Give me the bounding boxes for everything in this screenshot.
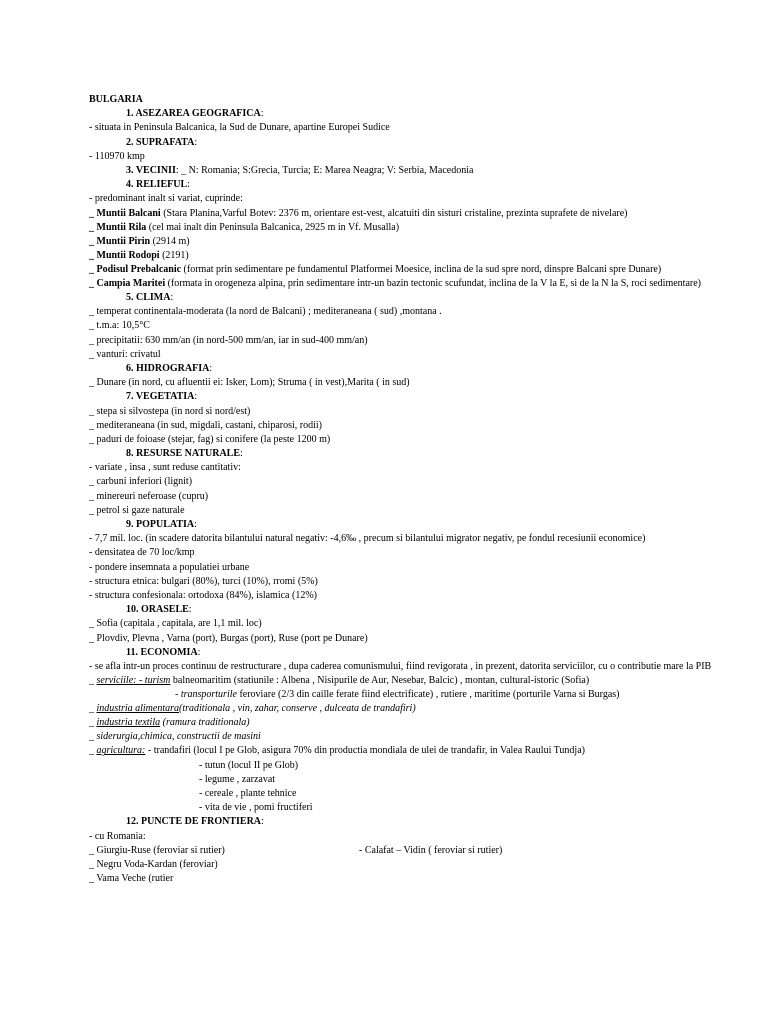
text-line: - densitatea de 70 loc/kmp [89, 547, 195, 559]
economy-textile-industry: _ industria textila (ramura traditionala) [89, 717, 250, 729]
border-crossing: _ Negru Voda-Kardan (feroviar) [89, 858, 218, 870]
border-crossing-row [89, 844, 728, 858]
text-line: _ minereuri neferoase (cupru) [89, 490, 209, 502]
text-line: _ Sofia (capitala , capitala, are 1,1 mil. loc) [89, 618, 262, 630]
text-line: - predominant inalt si variat, cuprinde: [89, 193, 243, 205]
section-heading: 11. ECONOMIA: [126, 646, 201, 658]
text-line: - se afla intr-un proces continuu de restructurare , dupa caderea comunismului, fiind revigorata , in prezent, datorita serviciilor, cu o contributie mare la PIB [89, 660, 712, 672]
section-heading: 1. ASEZAREA GEOGRAFICA: [126, 108, 264, 120]
relief-item: _ Muntii Rodopi (2191) [89, 250, 189, 262]
relief-item: _ Campia Maritei (formata in orogeneza alpina, prin sedimentare intr-un bazin tectonic scufundat, inclina de la V la E, si de la N la S, roci sedimentare) [89, 278, 701, 290]
text-line: - pondere insemnata a populatiei urbane [89, 561, 250, 573]
section-heading: 10. ORASELE: [126, 604, 192, 616]
economy-services: _ serviciile: - turism balneomaritim (statiunile : Albena , Nisipurile de Aur, Nesebar, Balcic) , montan, cultural-istoric (Sofia) [89, 674, 590, 686]
section-heading: 8. RESURSE NATURALE: [126, 448, 243, 460]
border-crossing: _ Vama Veche (rutier [89, 873, 174, 885]
text-line: - variate , insa , sunt reduse cantitativ: [89, 462, 241, 474]
text-line: _ petrol si gaze naturale [89, 504, 185, 516]
section-heading: 3. VECINII: _ N: Romania; S:Grecia, Turcia; E: Marea Neagra; V: Serbia, Macedonia [126, 164, 474, 176]
economy-food-industry: _ industria alimentara(traditionala , vin, zahar, conserve , dulceata de trandafiri) [89, 702, 416, 714]
section-heading: 4. RELIEFUL: [126, 179, 190, 191]
section-heading: 7. VEGETATIA: [126, 391, 198, 403]
text-line: - structura etnica: bulgari (80%), turci (10%), rromi (5%) [89, 575, 318, 587]
text-line: _ stepa si silvostepa (in nord si nord/est) [89, 405, 251, 417]
text-line: - situata in Peninsula Balcanica, la Sud de Dunare, apartine Europei Sudice [89, 122, 390, 134]
relief-item: _ Podisul Prebalcanic (format prin sedimentare pe fundamentul Platformei Moesice, inclina de la sud spre nord, dinspre Balcani spre Dunare) [89, 264, 662, 276]
agri-item: - vita de vie , pomi fructiferi [199, 802, 313, 814]
text-line: - 110970 kmp [89, 150, 145, 162]
text-line: _ temperat continentala-moderata (la nord de Balcani) ; mediteraneana ( sud) ,montana . [89, 306, 442, 318]
text-line: _ paduri de foioase (stejar, fag) si conifere (la peste 1200 m) [89, 433, 331, 445]
text-line: - 7,7 mil. loc. (in scadere datorita bilantului natural negativ: -4,6‰ , precum si bilantului migrator negativ, pe fondul recesiunii economice) [89, 533, 646, 545]
section-heading: 9. POPULATIA: [126, 519, 197, 531]
economy-heavy-industry: _ siderurgia,chimica, constructii de masini [89, 731, 261, 743]
text-line: _ mediteraneana (in sud, migdali, castani, chiparosi, rodii) [89, 419, 322, 431]
text-line: _ Plovdiv, Plevna , Varna (port), Burgas (port), Ruse (port pe Dunare) [89, 632, 368, 644]
section-heading: 6. HIDROGRAFIA: [126, 362, 213, 374]
border-crossing: - Calafat – Vidin ( feroviar si rutier) [359, 844, 503, 856]
text-line: _ vanturi: crivatul [89, 348, 161, 360]
economy-agriculture: _ agricultura: - trandafiri (locul I pe Glob, asigura 70% din productia mondiala de ulei de trandafir, in Valea Raului Tundja) [89, 745, 585, 757]
section-heading: 5. CLIMA: [126, 292, 174, 304]
text-line: _ Dunare (in nord, cu afluentii ei: Isker, Lom); Struma ( in vest),Marita ( in sud) [89, 377, 410, 389]
section-heading: 12. PUNCTE DE FRONTIERA: [126, 816, 264, 828]
relief-item: _ Muntii Pirin (2914 m) [89, 235, 190, 247]
agri-item: - tutun (locul II pe Glob) [199, 759, 299, 771]
relief-item: _ Muntii Balcani (Stara Planina,Varful Botev: 2376 m, orientare est-vest, alcatuiti din sisturi cristaline, prezinta suprafete de nivelare) [89, 207, 628, 219]
economy-transport: - transporturile feroviare (2/3 din caille ferate fiind electrificate) , rutiere , maritime (porturile Varna si Burgas) [175, 688, 620, 700]
section-heading: 2. SUPRAFATA: [126, 136, 198, 148]
doc-title: BULGARIA [89, 94, 143, 105]
text-line: _ t.m.a: 10,5°C [89, 320, 150, 332]
text-line: - cu Romania: [89, 830, 146, 842]
text-line: _ precipitatii: 630 mm/an (in nord-500 mm/an, iar in sud-400 mm/an) [89, 334, 368, 346]
text-line: - structura confesionala: ortodoxa (84%), islamica (12%) [89, 589, 317, 601]
text-line: _ carbuni inferiori (lignit) [89, 476, 193, 488]
agri-item: - legume , zarzavat [199, 773, 276, 785]
agri-item: - cereale , plante tehnice [199, 788, 297, 799]
relief-item: _ Muntii Rila (cel mai inalt din Peninsula Balcanica, 2925 m in Vf. Musalla) [89, 221, 400, 233]
border-crossing: _ Giurgiu-Ruse (feroviar si rutier) [89, 844, 225, 856]
